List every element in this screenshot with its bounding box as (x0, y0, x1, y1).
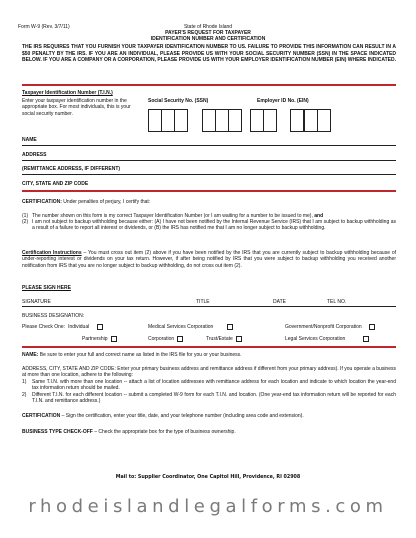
ein-box[interactable] (290, 109, 304, 132)
note-name-label: NAME: (22, 352, 39, 358)
ein-label: Employer ID No. (EIN) (257, 98, 309, 104)
ein-box[interactable] (317, 109, 331, 132)
partnership-label: Partnership (82, 336, 108, 342)
ssn-input-boxes[interactable] (148, 109, 241, 132)
mail-to-address: Mail to: Supplier Coordinator, One Capitol Hill, Providence, RI 02908 (115, 475, 301, 480)
ein-box[interactable] (304, 109, 318, 132)
note-business-type (22, 429, 396, 435)
ssn-box[interactable] (228, 109, 242, 132)
instructions-text: – You must cross out item (2) above if you have been notified by the IRS that you are currently subject to backup withholding because of under-reporting interest or dividends on your tax return. However, if after being notified by IRS that you were subject to backup withholding you received another notification from IRS that you are no longer subject to backup withholding, do not cross out item (2). (22, 250, 396, 269)
note-name (22, 352, 396, 358)
date-label: DATE (273, 299, 286, 305)
divider-red (22, 190, 396, 192)
note-btype-label: BUSINESS TYPE CHECK-OFF (22, 429, 93, 435)
item-text: Different T.I.N. for each different location -- submit a completed W-9 form for each T.I.N. and location. (One year-end tax information return will be reported for each T.I.N. and remittance address.) (32, 392, 396, 405)
note-address: ADDRESS, CITY, STATE AND ZIP CODE: Enter your primary business address and remittance address if different from your primary address). If you operate a business at more than one location, adhere to the following: (22, 366, 396, 379)
note-cert-text: – Sign the certification, enter your title, date, and your telephone number (including area code and extension). (61, 413, 304, 419)
remittance-field-line[interactable] (22, 174, 396, 175)
medical-label: Medical Services Corporation (148, 324, 214, 330)
note-btype-text: – Check the appropriate box for the type of business ownership. (94, 429, 236, 435)
watermark-text: rhodeislandlegalforms.com (28, 496, 388, 517)
checkbox-government-row (285, 324, 375, 330)
certification-label: CERTIFICATION: (22, 199, 62, 205)
checkbox-corporation-row (148, 336, 183, 342)
item-number: (1) (22, 213, 29, 219)
legal-checkbox[interactable] (363, 336, 369, 342)
government-checkbox[interactable] (369, 324, 375, 330)
name-field-line[interactable] (22, 145, 396, 146)
government-label: Government/Nonprofit Corporation (285, 324, 362, 330)
note-address-item-1 (22, 379, 396, 392)
item-text: I am not subject to backup withholding because either: (A) I have not been notified by the Internal Revenue Service (IRS) that I am subject to backup withholding as a result of a failure to report all interest or dividends, or (B) the IRS has notified me that I am no longer subject to backup withholding. (32, 219, 396, 232)
ein-box[interactable] (263, 109, 277, 132)
medical-checkbox[interactable] (227, 324, 233, 330)
checkbox-medical-row (148, 324, 233, 330)
instructions-label: Certification Instructions (22, 250, 82, 256)
ein-box[interactable] (250, 109, 264, 132)
corporation-checkbox[interactable] (177, 336, 183, 342)
remittance-field-label: (REMITTANCE ADDRESS, IF DIFFERENT) (22, 166, 121, 172)
ssn-label: Social Security No. (SSN) (148, 98, 209, 104)
title-label: TITLE (196, 299, 210, 305)
sign-here-label: PLEASE SIGN HERE (22, 285, 71, 291)
individual-checkbox[interactable] (97, 324, 103, 330)
item-number: 1) (22, 379, 27, 385)
certification-item-2 (22, 219, 396, 232)
signature-label: SIGNATURE (22, 299, 51, 305)
ssn-box[interactable] (161, 109, 175, 132)
business-designation-label: BUSINESS DESIGNATION: (22, 313, 85, 319)
ssn-box[interactable] (148, 109, 162, 132)
legal-label: Legal Services Corporation (285, 336, 346, 342)
note-certification (22, 413, 396, 419)
form-header (0, 24, 416, 42)
item-text: Same T.I.N. with more than one location -- attach a list of location addresses with remittance address for each location and indicate to which location the year-end tax information return should be mailed. (32, 379, 396, 392)
tin-description: Enter your taxpayer identification number in the appropriate box. For most individuals, this is your social security number. (22, 98, 131, 117)
certification-intro (22, 199, 150, 205)
city-field-label: CITY, STATE AND ZIP CODE (22, 181, 89, 187)
note-cert-label: CERTIFICATION (22, 413, 61, 419)
state-name: State of Rhode Island (183, 24, 233, 30)
ein-input-boxes[interactable] (250, 109, 330, 132)
form-id: Form W-9 (Rev. 3/7/11) (18, 24, 70, 30)
tin-label: Taxpayer Identification Number (T.I.N.) (22, 90, 113, 96)
checkbox-partnership-row (82, 336, 117, 342)
signature-row (22, 299, 396, 305)
item-number: (2) (22, 219, 29, 225)
certification-intro-text: Under penalties of perjury, I certify that: (63, 199, 151, 205)
individual-label: Individual (68, 324, 90, 330)
divider-red (22, 346, 396, 348)
irs-notice: THE IRS REQUIRES THAT YOU FURNISH YOUR TAXPAYER IDENTIFICATION NUMBER TO US. FAILURE TO PROVIDE THIS INFORMATION CAN RESULT IN A $50 PENALTY BY THE IRS. IF YOU ARE AN INDIVIDUAL, PLEASE PROVIDE US WITH YOUR SOCIAL SECURITY NUMBER (SSN) IN THE SPACE INDICATED BELOW. IF YOU ARE A COMPANY OR A CORPORATION, PLEASE PROVIDE US WITH YOUR EMPLOYER IDENTIFICATION NUMBER (EIN) WHERE INDICATED. (22, 44, 396, 63)
form-title-line1: PAYER'S REQUEST FOR TAXPAYER (165, 30, 251, 36)
trust-checkbox[interactable] (236, 336, 242, 342)
item-and: and (314, 213, 324, 219)
name-field-label: NAME (22, 137, 37, 143)
divider-red (22, 84, 396, 86)
certification-instructions (22, 250, 396, 269)
checkbox-trust-row (206, 336, 242, 342)
check-one-label: Please Check One: (22, 324, 66, 330)
ssn-box[interactable] (174, 109, 188, 132)
corporation-label: Corporation (148, 336, 175, 342)
note-name-text: Be sure to enter your full and correct name as listed in the IRS file for you or your business. (39, 352, 242, 358)
note-address-item-2 (22, 392, 396, 405)
partnership-checkbox[interactable] (111, 336, 117, 342)
item-text: The number shown on this form is my correct Taxpayer Identification Number (or I am waiting for a number to be issued to me), (32, 213, 313, 219)
signature-line[interactable] (22, 306, 396, 307)
checkbox-individual-row (22, 324, 103, 330)
address-field-label: ADDRESS (22, 152, 47, 158)
address-field-line[interactable] (22, 160, 396, 161)
checkbox-legal-row (285, 336, 369, 342)
ssn-box[interactable] (202, 109, 216, 132)
tel-label: TEL NO. (327, 299, 347, 305)
trust-label: Trust/Estate (206, 336, 233, 342)
ssn-box[interactable] (215, 109, 229, 132)
item-number: 2) (22, 392, 27, 398)
form-title-line2: IDENTIFICATION NUMBER AND CERTIFICATION (150, 36, 266, 42)
